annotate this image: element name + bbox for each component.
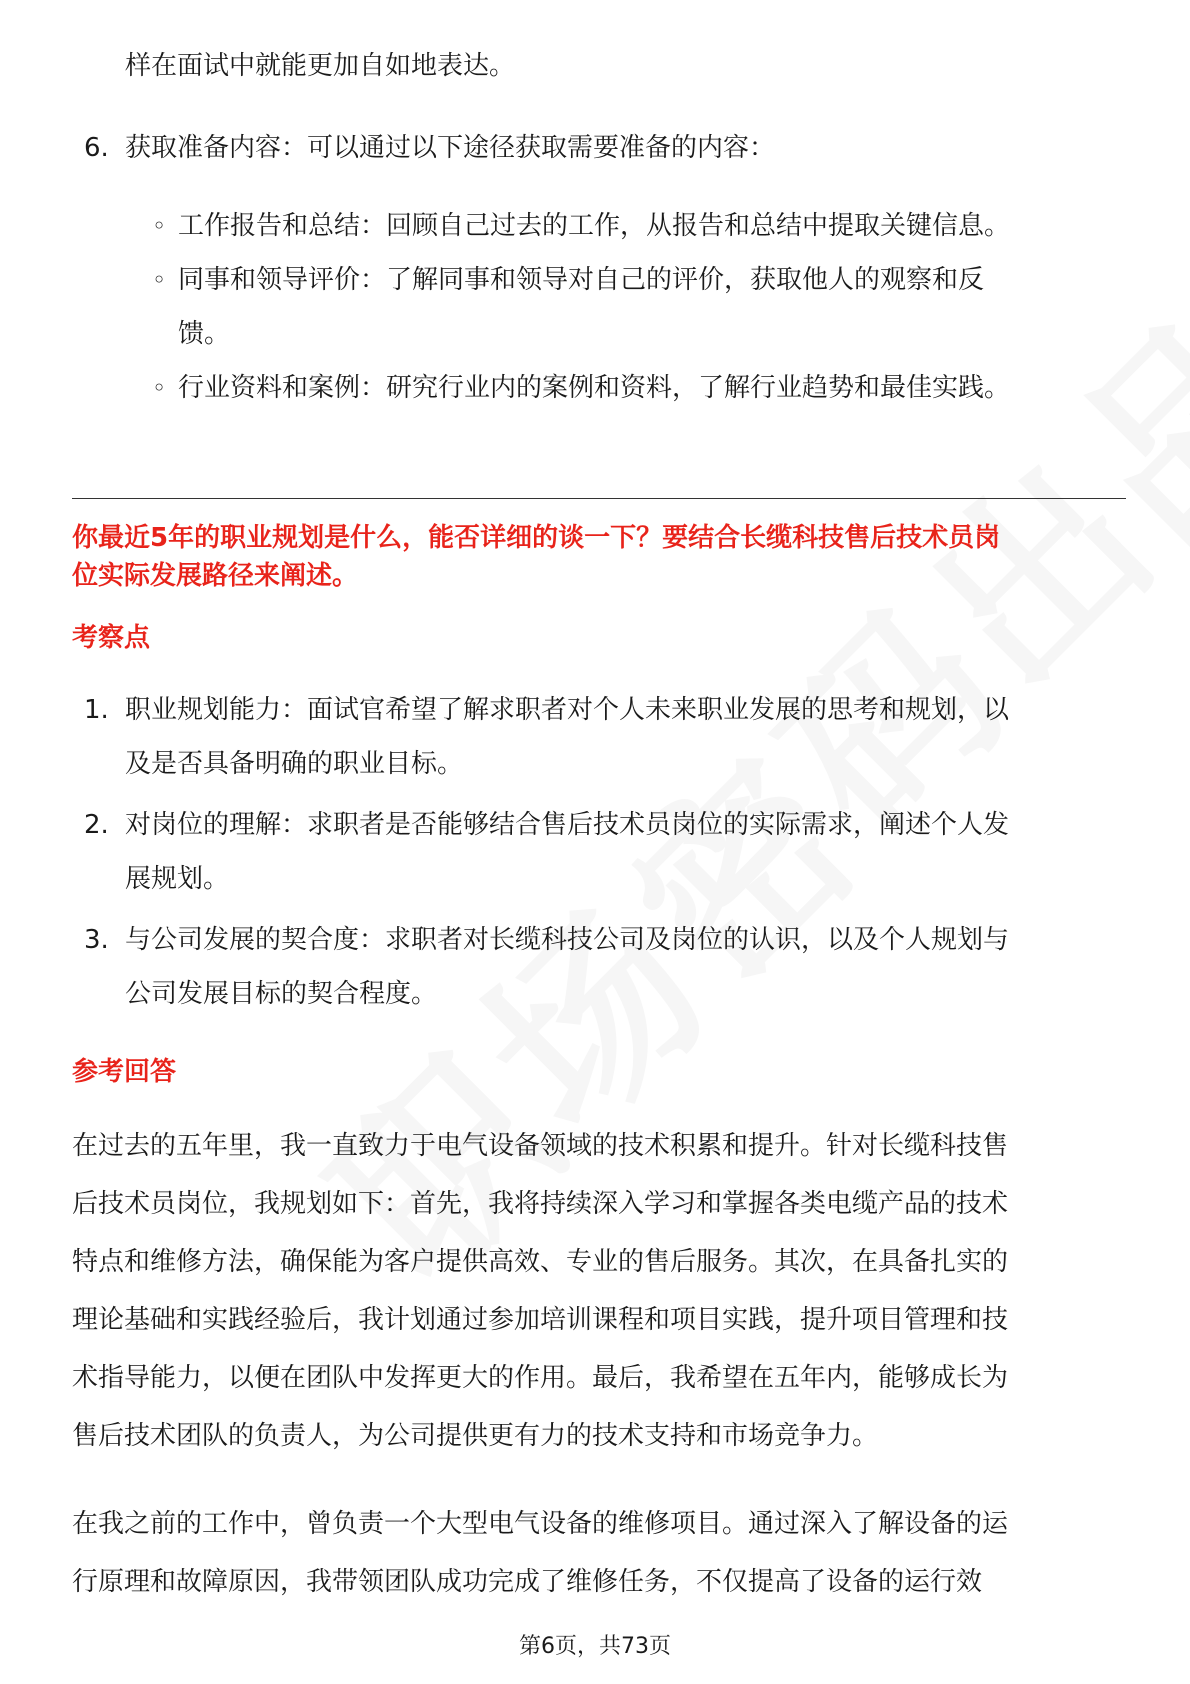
list-item-text: 获取准备内容：可以通过以下途径获取需要准备的内容： — [125, 133, 776, 163]
list-item-text-continued: 公司发展目标的契合程度。 — [125, 979, 438, 1009]
bullet-text-continued: 馈。 — [178, 319, 231, 349]
section-heading-answer: 参考回答 — [72, 1057, 177, 1087]
section-divider — [72, 498, 1126, 499]
question-heading-line1: 你最近5年的职业规划是什么，能否详细的谈一下？要结合长缆科技售后技术员岗 — [72, 523, 1001, 553]
bullet-text: 同事和领导评价：了解同事和领导对自己的评价，获取他人的观察和反 — [178, 265, 985, 295]
bullet-icon: ◦ — [152, 212, 167, 240]
page-footer: 第6页，共73页 — [519, 1634, 671, 1659]
answer-paragraph-line: 后技术员岗位，我规划如下：首先，我将持续深入学习和掌握各类电缆产品的技术 — [72, 1189, 1009, 1219]
list-number: 6. — [84, 133, 109, 163]
question-heading-line2: 位实际发展路径来阐述。 — [72, 561, 359, 591]
list-item-text-continued: 及是否具备明确的职业目标。 — [125, 749, 464, 779]
section-heading-examine: 考察点 — [72, 623, 151, 653]
list-item-text-continued: 展规划。 — [125, 864, 230, 894]
bullet-icon: ◦ — [152, 374, 167, 402]
list-number: 2. — [84, 810, 109, 840]
answer-paragraph-line: 在我之前的工作中，曾负责一个大型电气设备的维修项目。通过深入了解设备的运 — [72, 1509, 1009, 1539]
answer-paragraph-line: 理论基础和实践经验后，我计划通过参加培训课程和项目实践，提升项目管理和技 — [72, 1305, 1009, 1335]
answer-paragraph-line: 特点和维修方法，确保能为客户提供高效、专业的售后服务。其次，在具备扎实的 — [72, 1247, 1009, 1277]
bullet-text: 工作报告和总结：回顾自己过去的工作，从报告和总结中提取关键信息。 — [178, 211, 1011, 241]
list-number: 1. — [84, 695, 109, 725]
bullet-text: 行业资料和案例：研究行业内的案例和资料，了解行业趋势和最佳实践。 — [178, 373, 1011, 403]
answer-paragraph-line: 行原理和故障原因，我带领团队成功完成了维修任务，不仅提高了设备的运行效 — [72, 1567, 983, 1597]
intro-tail-text: 样在面试中就能更加自如地表达。 — [125, 51, 516, 81]
bullet-icon: ◦ — [152, 266, 167, 294]
list-item-text: 对岗位的理解：求职者是否能够结合售后技术员岗位的实际需求，阐述个人发 — [125, 810, 1010, 840]
list-number: 3. — [84, 925, 109, 955]
answer-paragraph-line: 在过去的五年里，我一直致力于电气设备领域的技术积累和提升。针对长缆科技售 — [72, 1131, 1009, 1161]
list-item-text: 与公司发展的契合度：求职者对长缆科技公司及岗位的认识，以及个人规划与 — [125, 925, 1010, 955]
answer-paragraph-line: 术指导能力，以便在团队中发挥更大的作用。最后，我希望在五年内，能够成长为 — [72, 1363, 1009, 1393]
answer-paragraph-line: 售后技术团队的负责人，为公司提供更有力的技术支持和市场竞争力。 — [72, 1421, 879, 1451]
list-item-text: 职业规划能力：面试官希望了解求职者对个人未来职业发展的思考和规划，以 — [125, 695, 1010, 725]
